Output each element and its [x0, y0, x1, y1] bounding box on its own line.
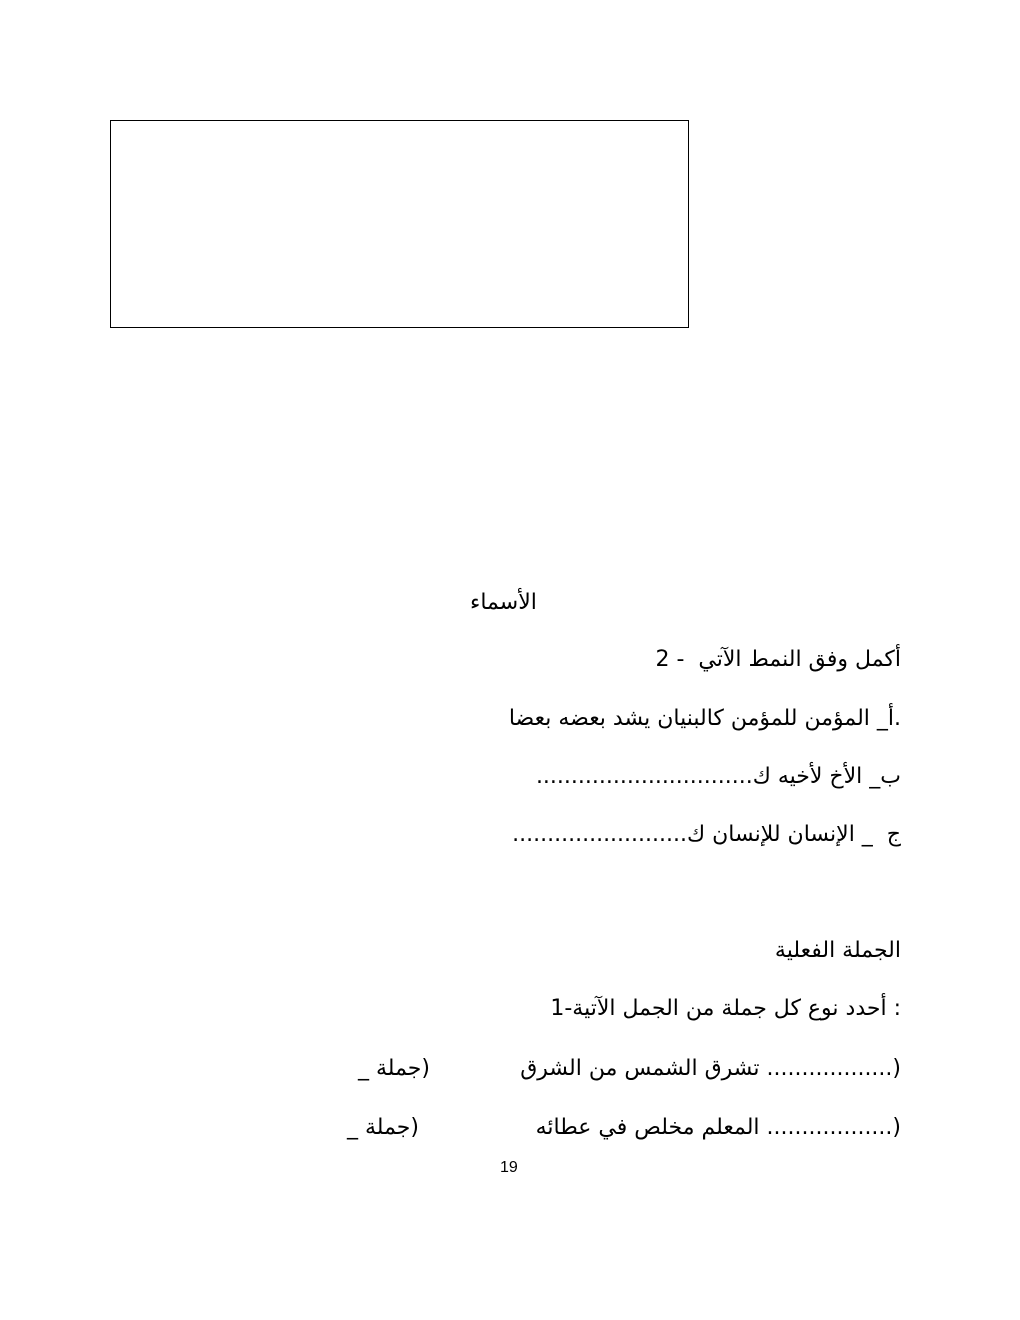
sentence-row-1-text: (.................. تشرق الشمس من الشرق: [520, 1056, 901, 1081]
verbal-sentence-heading: الجملة الفعلية: [774, 938, 901, 963]
sentence-row-1-answer: (جملة _: [358, 1056, 430, 1081]
blank-answer-box: [110, 120, 689, 328]
page-number: 19: [500, 1159, 518, 1176]
pattern-item-b: ب_ الأخ لأخيه ك...............................: [535, 764, 901, 789]
nouns-heading: الأسماء: [470, 590, 537, 615]
sentence-row-2-answer: (جملة _: [347, 1115, 419, 1140]
pattern-item-a: .أ_ المؤمن للمؤمن كالبنيان يشد بعضه بعضا: [508, 706, 901, 731]
sentence-row-2-text: (.................. المعلم مخلص في عطائه: [535, 1115, 901, 1140]
pattern-item-c: ج _ الإنسان للإنسان ك.........................: [512, 822, 901, 847]
pattern-instruction: أكمل وفق النمط الآتي - 2: [655, 647, 901, 672]
sentence-type-instruction: : أحدد نوع كل جملة من الجمل الآتية-1: [550, 996, 901, 1021]
